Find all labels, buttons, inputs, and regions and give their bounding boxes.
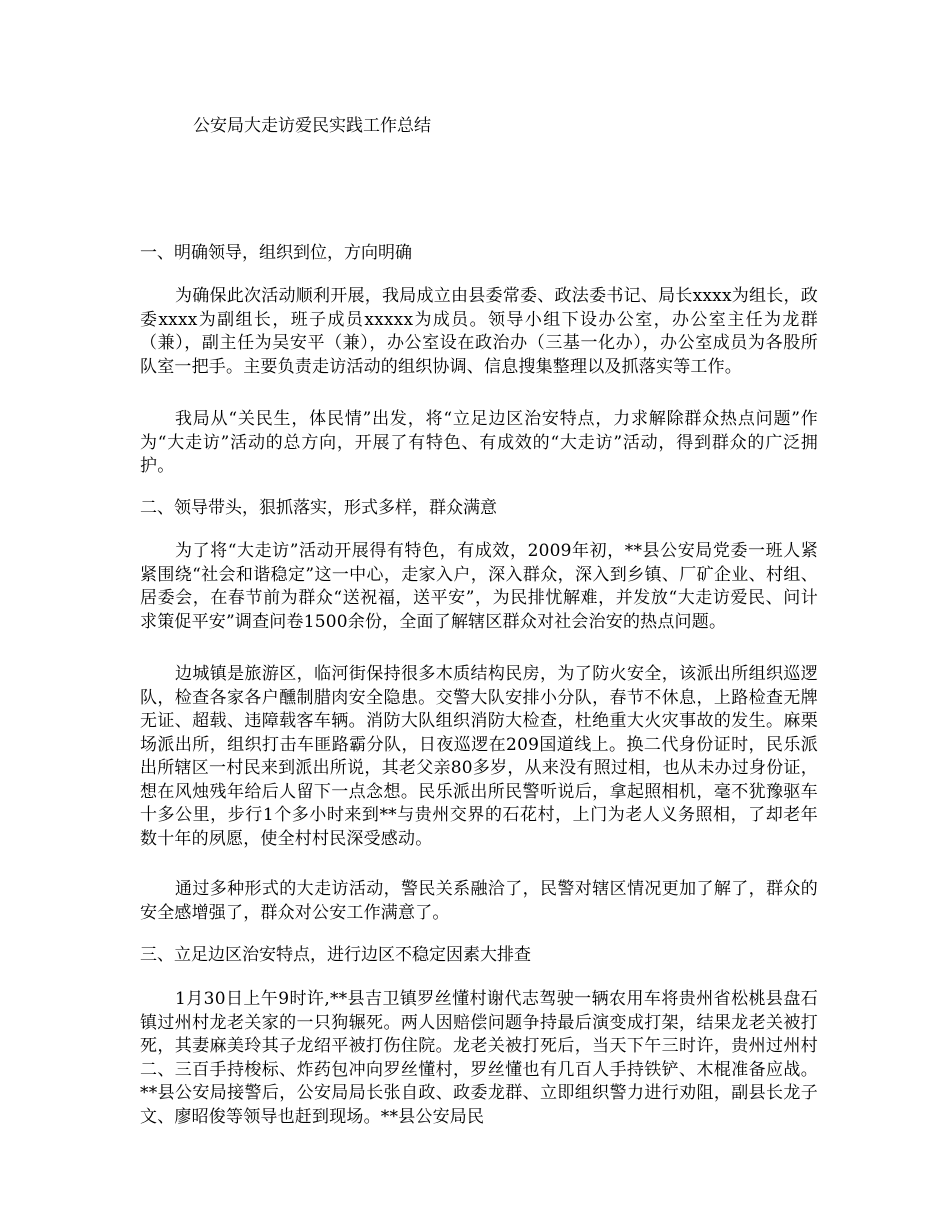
section-3-heading: 三、立足边区治安特点，进行边区不稳定因素大排查 [140,945,531,965]
section-1-heading: 一、明确领导，组织到位，方向明确 [140,243,412,263]
section-1-paragraph-1: 为确保此次活动顺利开展，我局成立由县委常委、政法委书记、局长xxxx为组长，政委xxxx为副组长，班子成员xxxxx为成员。领导小组下设办公室，办公室主任为龙群（兼），副主任为吴安平（兼），办公室设在政治办（三基一化办），办公室成员为各股所队室一把手。主要负责走访活动的组织协调、信息搜集整理以及抓落实等工作。 [140,286,818,377]
document-title: 公安局大走访爱民实践工作总结 [193,116,431,136]
section-2-paragraph-3: 通过多种形式的大走访活动，警民关系融洽了，民警对辖区情况更加了解了，群众的安全感增强了，群众对公安工作满意了。 [140,879,818,923]
section-2-heading: 二、领导带头，狠抓落实，形式多样，群众满意 [140,498,497,518]
section-2-paragraph-1: 为了将“大走访”活动开展得有特色，有成效，2009年初，**县公安局党委一班人紧紧围绕“社会和谐稳定”这一中心，走家入户，深入群众，深入到乡镇、厂矿企业、村组、居委会，在春节前为群众“送祝福，送平安”，为民排忧解难，并发放“大走访爱民、问计求策促平安”调查问卷1500余份，全面了解辖区群众对社会治安的热点问题。 [140,541,818,632]
section-2-paragraph-2: 边城镇是旅游区，临河街保持很多木质结构民房，为了防火安全，该派出所组织巡逻队，检查各家各户醺制腊肉安全隐患。交警大队安排小分队，春节不休息，上路检查无牌无证、超载、违障载客车辆。消防大队组织消防大检查，杜绝重大火灾事故的发生。麻栗场派出所，组织打击车匪路霸分队，日夜巡逻在209国道线上。换二代身份证时，民乐派出所辖区一村民来到派出所说，其老父亲80多岁，从来没有照过相，也从未办过身份证，想在风烛残年给后人留下一点念想。民乐派出所民警听说后，拿起照相机，毫不犹豫驱车十多公里，步行1个多小时来到**与贵州交界的石花村，上门为老人义务照相，了却老年数十年的夙愿，使全村村民深受感动。 [140,664,818,849]
section-3-paragraph-1: 1月30日上午9时许,**县吉卫镇罗丝懂村谢代志驾驶一辆农用车将贵州省松桃县盘石镇过州村龙老关家的一只狗辗死。两人因赔偿问题争持最后演变成打架，结果龙老关被打死，其妻麻美玲其子龙绍平被打伤住院。龙老关被打死后，当天下午三时许，贵州过州村二、三百手持梭标、炸药包冲向罗丝懂村，罗丝懂也有几百人手持铁铲、木棍准备应战。**县公安局接警后，公安局局长张自政、政委龙群、立即组织警力进行劝阻，副县长龙子文、廖昭俊等领导也赶到现场。**县公安局民 [140,989,818,1127]
section-1-paragraph-2: 我局从“关民生，体民情”出发，将“立足边区治安特点，力求解除群众热点问题”作为“大走访”活动的总方向，开展了有特色、有成效的“大走访”活动，得到群众的广泛拥护。 [140,409,818,476]
